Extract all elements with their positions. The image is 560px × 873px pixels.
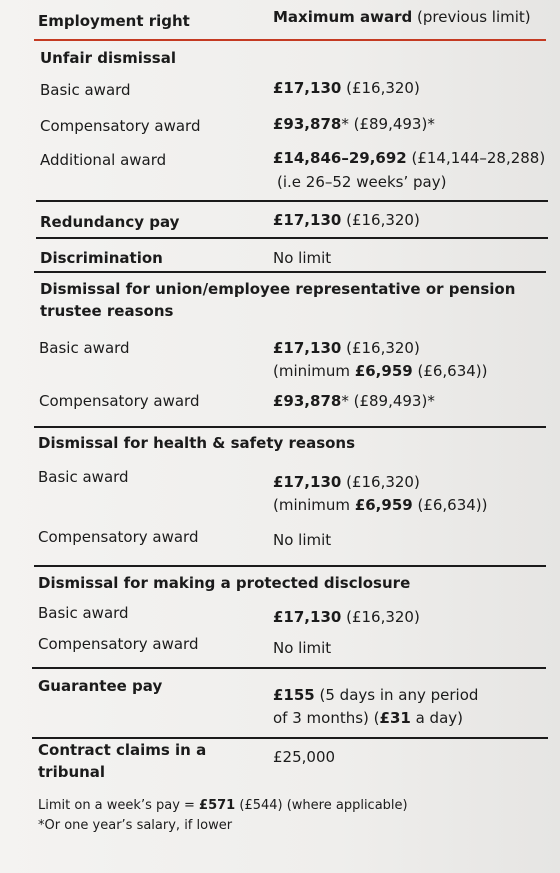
health-minimum-note: (minimum £6,959 (£6,634)) xyxy=(273,496,488,514)
section-title-health-safety: Dismissal for health & safety reasons xyxy=(38,434,356,452)
contract-claims-label-line2: tribunal xyxy=(38,763,106,781)
row-divider xyxy=(32,667,546,669)
row-divider xyxy=(34,271,546,273)
section-title-unfair-dismissal: Unfair dismissal xyxy=(40,49,176,67)
section-title-protected-disclosure: Dismissal for making a protected disclosure xyxy=(38,574,411,592)
document-page: Employment right Maximum award (previous limit) Unfair dismissal Basic award £17,130 (£16,320) Compensatory award £93,878* (£89,493)* Additional award £14,846–29,692 (£14,144–28,288) (i.e 26–52 weeks’ pay) Redundancy pay £17,130 (£16,320) Discrimination No limit Dismissal for union/employee representative or pension trustee reasons Basic award £17,130 (£16,320) (minimum £6,959 (£6,634)) Compensatory award £93,878* (£89,493)* Dismissal for health & safety reasons Basic award £17,130 (£16,320) (minimum £6,959 (£6,634)) Compensatory award No limit Dismissal for making a protected disclosure Basic award £17,130 (£16,320) Compensatory award No limit Guarantee pay £155 (5 days in any period of 3 months) (£31 a day) Contract claims in a £25,000 tribunal Limit on a week’s pay = £571 (£544) (where applicable) *Or one year’s salary, if lower xyxy=(0,0,560,873)
section-title-union: Dismissal for union/employee representative or pension xyxy=(40,280,516,298)
union-minimum-note: (minimum £6,959 (£6,634)) xyxy=(273,362,488,380)
row-divider xyxy=(36,237,548,239)
header-employment-right: Employment right xyxy=(38,12,190,30)
row-divider xyxy=(34,565,546,567)
section-title-union-line2: trustee reasons xyxy=(40,302,174,320)
footnote-weeks-pay: Limit on a week’s pay = £571 (£544) (where applicable) xyxy=(38,798,408,813)
guarantee-pay-note: of 3 months) (£31 a day) xyxy=(273,709,463,727)
header-maximum-award: Maximum award (previous limit) xyxy=(273,8,531,26)
additional-award-note: (i.e 26–52 weeks’ pay) xyxy=(277,173,447,191)
header-divider xyxy=(34,39,546,41)
row-divider xyxy=(36,200,548,202)
row-divider xyxy=(34,426,546,428)
footnote-salary: *Or one year’s salary, if lower xyxy=(38,818,233,833)
